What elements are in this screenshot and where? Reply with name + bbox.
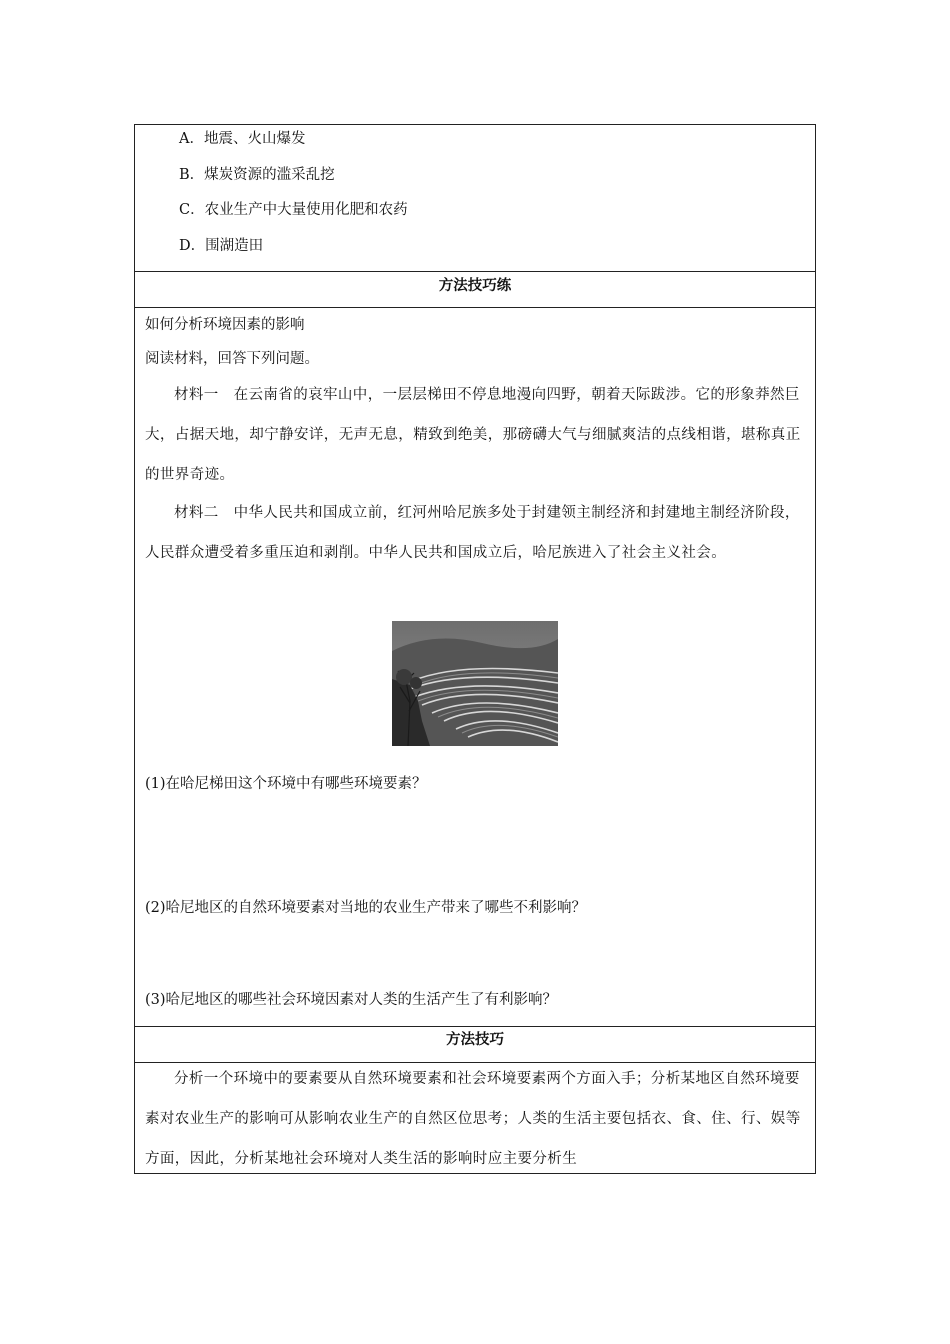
option-c: C．农业生产中大量使用化肥和农药 bbox=[179, 202, 408, 218]
topic-title: 如何分析环境因素的影响 bbox=[145, 317, 305, 333]
instruction: 阅读材料，回答下列问题。 bbox=[145, 351, 319, 367]
question-3: (3)哈尼地区的哪些社会环境因素对人类的生活产生了有利影响？ bbox=[145, 992, 558, 1008]
section-heading-practice: 方法技巧练 bbox=[438, 277, 512, 294]
section-heading-tips: 方法技巧 bbox=[446, 1031, 504, 1048]
row-divider bbox=[135, 307, 815, 308]
material-two: 材料二 中华人民共和国成立前，红河州哈尼族多处于封建领主制经济和封建地主制经济阶段，人民群众遭受着多重压迫和剥削。中华人民共和国成立后，哈尼族进入了社会主义社会。 bbox=[145, 505, 800, 561]
question-1: (1)在哈尼梯田这个环境中有哪些环境要素？ bbox=[145, 776, 427, 792]
terraced-rice-field-photo bbox=[392, 621, 558, 746]
option-d: D．围湖造田 bbox=[179, 238, 264, 254]
row-divider bbox=[135, 1026, 815, 1027]
question-2: (2)哈尼地区的自然环境要素对当地的农业生产带来了哪些不利影响？ bbox=[145, 900, 587, 916]
material-one: 材料一 在云南省的哀牢山中，一层层梯田不停息地漫向四野，朝着天际跋涉。它的形象莽然巨大，占据天地，却宁静安详，无声无息，精致到绝美，那磅礴大气与细腻爽洁的点线相谐，堪称真正的世界奇迹。 bbox=[145, 387, 801, 483]
option-b: B．煤炭资源的滥采乱挖 bbox=[179, 167, 335, 183]
question-table bbox=[134, 124, 816, 1174]
option-a: A．地震、火山爆发 bbox=[179, 131, 306, 147]
tips-body: 分析一个环境中的要素要从自然环境要素和社会环境要素两个方面入手；分析某地区自然环境要素对农业生产的影响可从影响农业生产的自然区位思考；人类的生活主要包括衣、食、住、行、娱等方面，因此，分析某地社会环境对人类生活的影响时应主要分析生 bbox=[145, 1071, 801, 1167]
row-divider bbox=[135, 271, 815, 272]
